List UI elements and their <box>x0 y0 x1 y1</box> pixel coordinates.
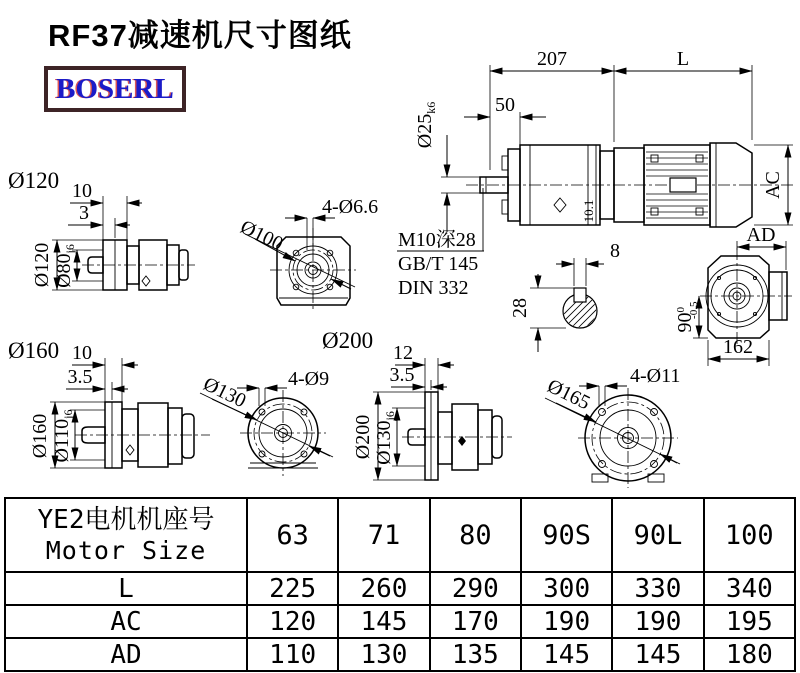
dim-120-hub: $Ø80_{j6}$ <box>53 244 77 288</box>
dim-shaft-dia: $Ø25_{k6}$ <box>414 101 438 149</box>
motor-size-col: 80 <box>430 498 521 572</box>
dim-L: L <box>676 48 690 70</box>
main-side-view <box>414 48 796 232</box>
cell: 225 <box>247 572 338 605</box>
cell: 340 <box>704 572 795 605</box>
view-120-title: Ø120 <box>8 168 60 193</box>
brand-logo: BOSERL <box>44 66 186 112</box>
motor-size-table <box>4 497 796 672</box>
table-row-AD <box>5 638 795 671</box>
cell: 110 <box>247 638 338 671</box>
cell: 145 <box>521 638 612 671</box>
dim-160-35: 3.5 <box>67 366 93 388</box>
cell: 260 <box>338 572 429 605</box>
dim-200-dia: Ø200 <box>352 414 374 460</box>
dim-160-dia: Ø160 <box>29 413 51 459</box>
thread-note-line2: GB/T 145 <box>398 253 479 275</box>
dim-200-holes: 4-Ø9 <box>288 368 330 390</box>
cell: 195 <box>704 605 795 638</box>
motor-size-col: 100 <box>704 498 795 572</box>
motor-size-col: 63 <box>247 498 338 572</box>
table-row-L <box>5 572 795 605</box>
table-header-row <box>5 498 795 572</box>
flange-160-side-view <box>8 338 210 468</box>
dim-90: $90^0-0.5$ <box>674 301 700 333</box>
flange-165-front-view <box>544 365 681 488</box>
dim-165-holes: 4-Ø11 <box>630 365 681 387</box>
dim-100-holes: 4-Ø6.6 <box>322 196 379 218</box>
oil-plug-icon <box>554 198 566 212</box>
table-header-cn: YE2电机机座号 <box>37 505 215 535</box>
cell: 300 <box>521 572 612 605</box>
cell: 135 <box>430 638 521 671</box>
dim-200-12: 12 <box>393 342 413 364</box>
dim-207: 207 <box>537 48 567 70</box>
dim-200-hub: $Ø130_{j6}$ <box>373 411 397 465</box>
motor-nameplate <box>670 178 696 192</box>
keyway <box>574 288 586 302</box>
cell: 180 <box>704 638 795 671</box>
cell: 145 <box>612 638 703 671</box>
table-header-en: Motor Size <box>45 536 207 565</box>
cell: 290 <box>430 572 521 605</box>
motor-size-col: 90L <box>612 498 703 572</box>
cell: 170 <box>430 605 521 638</box>
dim-100-dia: Ø100 <box>236 215 287 256</box>
thread-note-line1: M10深28 <box>398 229 476 251</box>
dim-AC: AC <box>762 171 784 199</box>
row-label: L <box>5 572 247 605</box>
dim-162: 162 <box>723 336 753 358</box>
motor-size-col: 71 <box>338 498 429 572</box>
row-label: AD <box>5 638 247 671</box>
cell: 145 <box>338 605 429 638</box>
table-row-AC <box>5 605 795 638</box>
thread-note <box>397 188 484 299</box>
thread-note-line3: DIN 332 <box>398 277 469 299</box>
view-160-title: Ø160 <box>8 338 60 363</box>
cell: 120 <box>247 605 338 638</box>
dim-120-3: 3 <box>79 202 89 224</box>
cell: 330 <box>612 572 703 605</box>
dim-120-10: 10 <box>72 180 92 202</box>
flange-100-front-view <box>237 196 378 312</box>
shaft-section-view <box>509 240 630 352</box>
cell: 190 <box>521 605 612 638</box>
table-header-label <box>5 498 247 572</box>
cell: 190 <box>612 605 703 638</box>
row-label: AC <box>5 605 247 638</box>
dim-200-bc: Ø130 <box>199 372 250 413</box>
dim-120-dia: Ø120 <box>31 242 53 288</box>
dim-shaft-height: 28 <box>509 298 531 318</box>
page-title: RF37减速机尺寸图纸 <box>48 18 352 53</box>
flange-200-group <box>200 328 512 480</box>
flange-120-side-view <box>8 168 195 290</box>
view-200-title: Ø200 <box>322 328 374 353</box>
dim-165-bc: Ø165 <box>543 374 594 415</box>
cell: 130 <box>338 638 429 671</box>
dim-50: 50 <box>495 94 515 116</box>
dim-200-35: 3.5 <box>389 364 415 386</box>
dim-160-10: 10 <box>72 342 92 364</box>
dim-note-101: 10.1 <box>581 199 596 223</box>
dim-AD: AD <box>746 224 776 246</box>
dim-key-width: 8 <box>610 240 620 262</box>
dim-160-hub: $Ø110_{j6}$ <box>51 409 75 463</box>
motor-rear-view <box>674 224 792 366</box>
motor-size-col: 90S <box>521 498 612 572</box>
